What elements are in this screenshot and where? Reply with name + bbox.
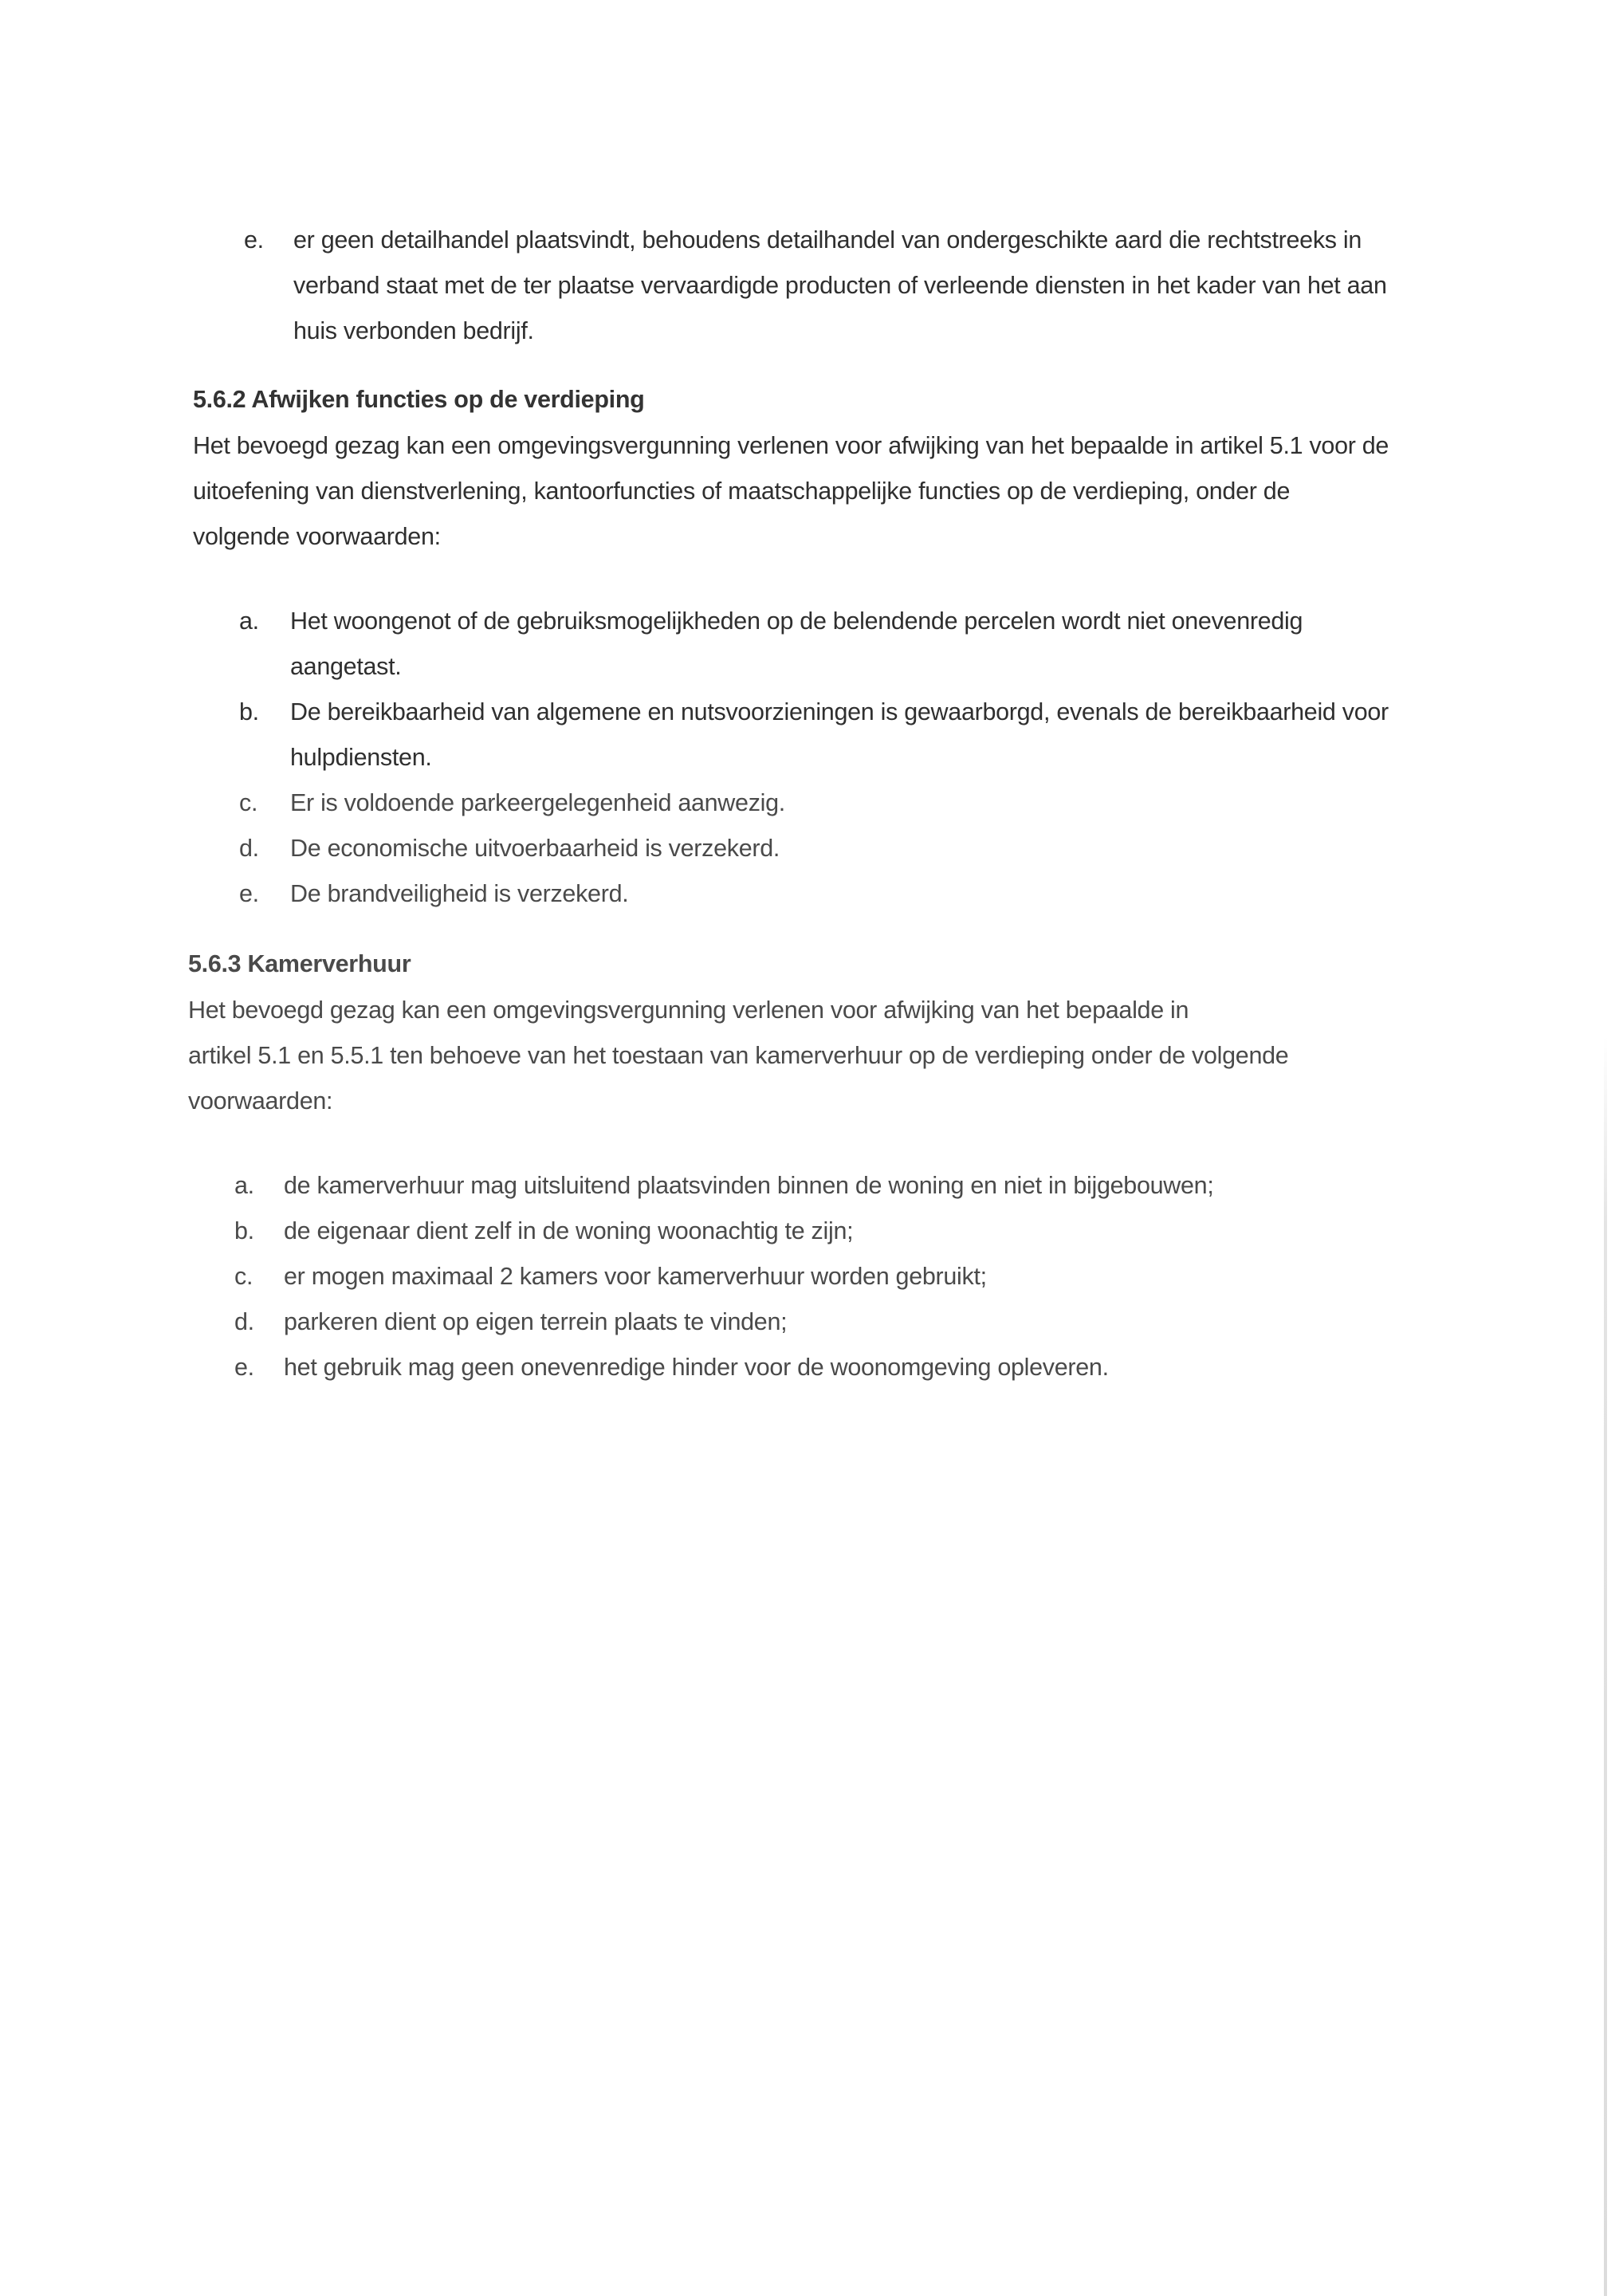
list-item: [234, 1254, 1350, 1299]
list-item-line: De brandveiligheid is verzekerd.: [290, 880, 629, 907]
list-item: [239, 780, 1451, 826]
list-marker: e.: [239, 880, 259, 907]
list-marker: e.: [244, 226, 264, 254]
list-marker: d.: [239, 835, 259, 862]
conditions-list-5-6-3: [234, 1163, 1350, 1390]
list-item-line: er mogen maximaal 2 kamers voor kamerverhuur worden gebruikt;: [284, 1263, 987, 1290]
list-item-line: verband staat met de ter plaatse vervaardigde producten of verleende diensten in het kader van het aan: [293, 272, 1387, 299]
list-item-line: huis verbonden bedrijf.: [293, 317, 534, 344]
list-item: [234, 1299, 1350, 1345]
list-item-line: aangetast.: [290, 653, 402, 680]
list-item-line: Er is voldoende parkeergelegenheid aanwezig.: [290, 789, 785, 816]
list-item: [239, 826, 1451, 871]
paragraph-line: voorwaarden:: [188, 1087, 333, 1115]
list-marker: a.: [234, 1172, 254, 1199]
paragraph-line: Het bevoegd gezag kan een omgevingsvergunning verlenen voor afwijking van het bepaalde in: [188, 997, 1189, 1024]
list-item-line: de kamerverhuur mag uitsluitend plaatsvinden binnen de woning en niet in bijgebouwen;: [284, 1172, 1214, 1199]
scan-edge-shadow: [1604, 1036, 1607, 2296]
conditions-list-5-6-2: [239, 599, 1451, 917]
section-body-5-6-3: [188, 988, 1368, 1124]
list-item-line: parkeren dient op eigen terrein plaats te vinden;: [284, 1308, 788, 1335]
list-item: [239, 599, 1451, 690]
list-item-line: Het woongenot of de gebruiksmogelijkheden op de belendende percelen wordt niet onevenredig: [290, 607, 1303, 635]
list-item-line: hulpdiensten.: [290, 744, 432, 771]
list-item: [239, 871, 1451, 917]
paragraph-line: Het bevoegd gezag kan een omgevingsvergunning verlenen voor afwijking van het bepaalde in artikel 5.1 voor de: [193, 432, 1389, 459]
section-heading-5-6-3: 5.6.3 Kamerverhuur: [188, 950, 411, 977]
list-item-e-continuation: [244, 218, 1456, 354]
paragraph-line: artikel 5.1 en 5.5.1 ten behoeve van het toestaan van kamerverhuur op de verdieping onder de volgende: [188, 1042, 1289, 1069]
list-marker: a.: [239, 607, 259, 635]
paragraph-line: uitoefening van dienstverlening, kantoorfuncties of maatschappelijke functies op de verdieping, onder de: [193, 478, 1291, 505]
list-marker: b.: [239, 698, 259, 725]
list-marker: b.: [234, 1217, 254, 1244]
list-item: [234, 1209, 1350, 1254]
list-item-line: De economische uitvoerbaarheid is verzekerd.: [290, 835, 780, 862]
list-item: [234, 1345, 1350, 1390]
paragraph-line: volgende voorwaarden:: [193, 523, 441, 550]
list-item: [239, 690, 1451, 780]
list-item: [234, 1163, 1350, 1209]
section-body-5-6-2: [193, 423, 1452, 560]
list-item-line: het gebruik mag geen onevenredige hinder voor de woonomgeving opleveren.: [284, 1354, 1109, 1381]
list-item-line: er geen detailhandel plaatsvindt, behoudens detailhandel van ondergeschikte aard die rechtstreeks in: [293, 226, 1362, 254]
list-item-line: de eigenaar dient zelf in de woning woonachtig te zijn;: [284, 1217, 854, 1244]
list-marker: d.: [234, 1308, 254, 1335]
section-heading-5-6-2: 5.6.2 Afwijken functies op de verdieping: [193, 386, 645, 413]
list-marker: e.: [234, 1354, 254, 1381]
list-item-line: De bereikbaarheid van algemene en nutsvoorzieningen is gewaarborgd, evenals de bereikbaarheid voor: [290, 698, 1389, 725]
list-marker: c.: [234, 1263, 253, 1290]
list-marker: c.: [239, 789, 258, 816]
